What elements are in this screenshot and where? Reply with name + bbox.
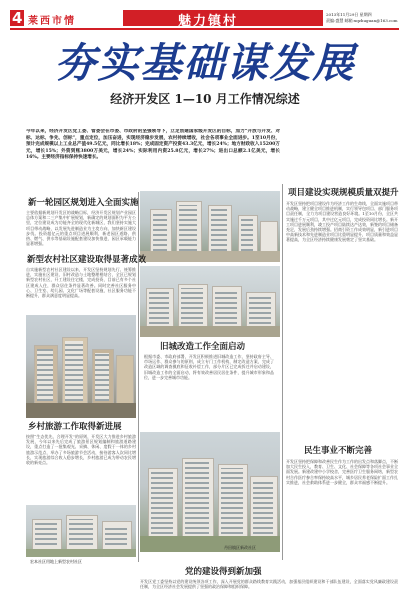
- article-body-tourism: 按照“生态优先、合理开发”的原则，开发区大力推进乡村旅游发展，今年以来先后完成了旅游景区规划编制和旅游道路建设，重点打造了一批集观光、采摘、休闲、度假于一体的乡村旅游示范点，举办了多场旅游节会活动，接待游客人次同比增长，实现旅游综合收入稳步增长，乡村旅游已成为带动农民增收的新亮点。: [26, 434, 136, 466]
- photo-community-buildings: [140, 266, 280, 337]
- article-body-party: 开发区党工委坚持以党的建设统领各项工作，深入开展党的群众路线教育实践活动，加强基层组织建设和干部队伍建设，全面落实党风廉政建设责任制，为全区经济社会发展提供了坚强的政治保障和组织保障。: [140, 579, 398, 590]
- article-title-tourism: 乡村旅游工作取得新进展: [28, 422, 122, 432]
- section-name: 莱西市情: [28, 16, 76, 27]
- editor-line: 责编:盛慧 邮箱:xqzhuguan@163.com: [326, 18, 398, 23]
- column-rule-right: [282, 184, 283, 560]
- caption-middle-photo: 丹田镇区新改社区: [224, 545, 256, 550]
- photo-residential-towers: [140, 191, 280, 262]
- article-title-community: 新型农村社区建设取得显著成效: [27, 255, 147, 265]
- photo-bottom-left-community: [26, 505, 136, 557]
- article-body-livelihood: 开发区坚持把保障和改善民生作为工作的出发点和落脚点，不断加大民生投入，教育、卫生、文化、社会保障等各项社会事业全面发展。新建改建中小学校舍，完善医疗卫生服务网络，新型农村合作医疗参合率保持较高水平，城乡居民养老保险扩面工作扎实推进，社会救助体系进一步健全，群众幸福感不断提升。: [286, 459, 398, 485]
- headline-subtitle: 经济开发区 1—10 月工作情况综述: [110, 92, 300, 106]
- page-number: 4: [12, 9, 23, 27]
- headline-block: [40, 40, 370, 120]
- column-rule-left: [138, 192, 139, 562]
- photo-bottom-middle-community: [140, 432, 280, 552]
- article-body-community: 自实施新型农村社区建设以来，开发区坚持规划先行、统筹推进，实施社区建设、旧村改造与土地整理相结合，全区已规划新型农村社区，开工建设住宅楼，完成投资，目前已有多个社区建成入住，群众居住条件显著改善。同时完善社区服务中心、卫生室、幼儿园、文化广场等配套设施，社区服务功能不断提升，群众满意度明显提高。: [26, 267, 136, 299]
- article-title-projects: 项目建设实现规模质量双提升: [288, 188, 399, 198]
- article-body-planning: 主要依据新规划开发区的战略目标，经济开发区规划产业园区总体方案和二三产集中扩展规划，新确定的规划面积为平方公里，定位建设成为功能齐全的现代化新城区，我们坚持实施大项目带动战略，以发展先进制造业为主攻方向，加快新区建设步伐。投资超亿元的重点项目进展顺利，新老园区道路、供热、燃气、供水等基础设施配套建设加快推进，园区承载能力显著增强。: [26, 210, 136, 247]
- article-title-planning: 新一轮园区规划进入全面实施: [28, 198, 139, 208]
- page-header: [10, 10, 399, 30]
- date-line: 2013年11月29日 星期四: [326, 12, 372, 17]
- photo-construction-site: [26, 315, 136, 418]
- article-title-livelihood: 民生事业不断完善: [304, 446, 373, 456]
- article-title-renovation: 旧城改造工作全面启动: [160, 342, 246, 352]
- caption-left-photo: 宏本社区用地上新型农村社区: [30, 559, 82, 564]
- article-title-party: 党的建设得到新加强: [185, 567, 262, 577]
- headline-title: 夯实基础谋发展: [54, 39, 356, 87]
- lead-paragraph: 今年以来，经济开发区党工委、管委会在市委、市政府的坚强领导下，立足创建国家级开发区的目标，加力“开放与开发、对标、达标、争先、创标”，重点定位，加压奋进，实现经济稳步发展，农村持续增收，社会各项事业全面进步。1至10月份，预计完成规模以上工业总产值49.5亿元，同比增长18%；完成固定资产投资43.3亿元，增长24%；地方财政收入15200万元，增长15%；外资到账3800万美元，增长24%；实际利用内资25.8亿元，增长27%；进出口总额2.1亿美元，增长16%。主要经济指标保持快速增长。: [26, 129, 280, 161]
- banner-title: 魅力镇村: [178, 14, 239, 29]
- article-body-renovation: 根据市委、市政府部署，开发区积极推进旧城改造工作，坚持政府主导、市场运作、群众参与的原则，成立专门工作机构，制定改造方案，完成了改造区域的调查摸底和征收补偿工作，部分片区已完成拆迁并启动建设，旧城改造工作的全面启动，将有效改善居民居住条件，提升城市形象和品位，进一步完善城市功能。: [144, 354, 274, 380]
- article-body-projects: 开发区坚持把项目建设作为经济工作的生命线，全面实施项目带动战略，建立健全项目推进机制，实行领导包项目、部门服务项目责任制，全力为项目建设营造良好环境。1至10月份，全区共实施过千万元项目，其中过亿元项目，完成投资同比增长。新开工项目进展顺利，竣工投产项目陆续达产达效，新签约项目储备充足，发展后劲持续增强。招商引资工作成效明显，新引进项目中高新技术和先进制造业项目比重明显提升，项目质量和效益显著提高，为全区经济持续健康发展奠定了坚实基础。: [286, 201, 398, 243]
